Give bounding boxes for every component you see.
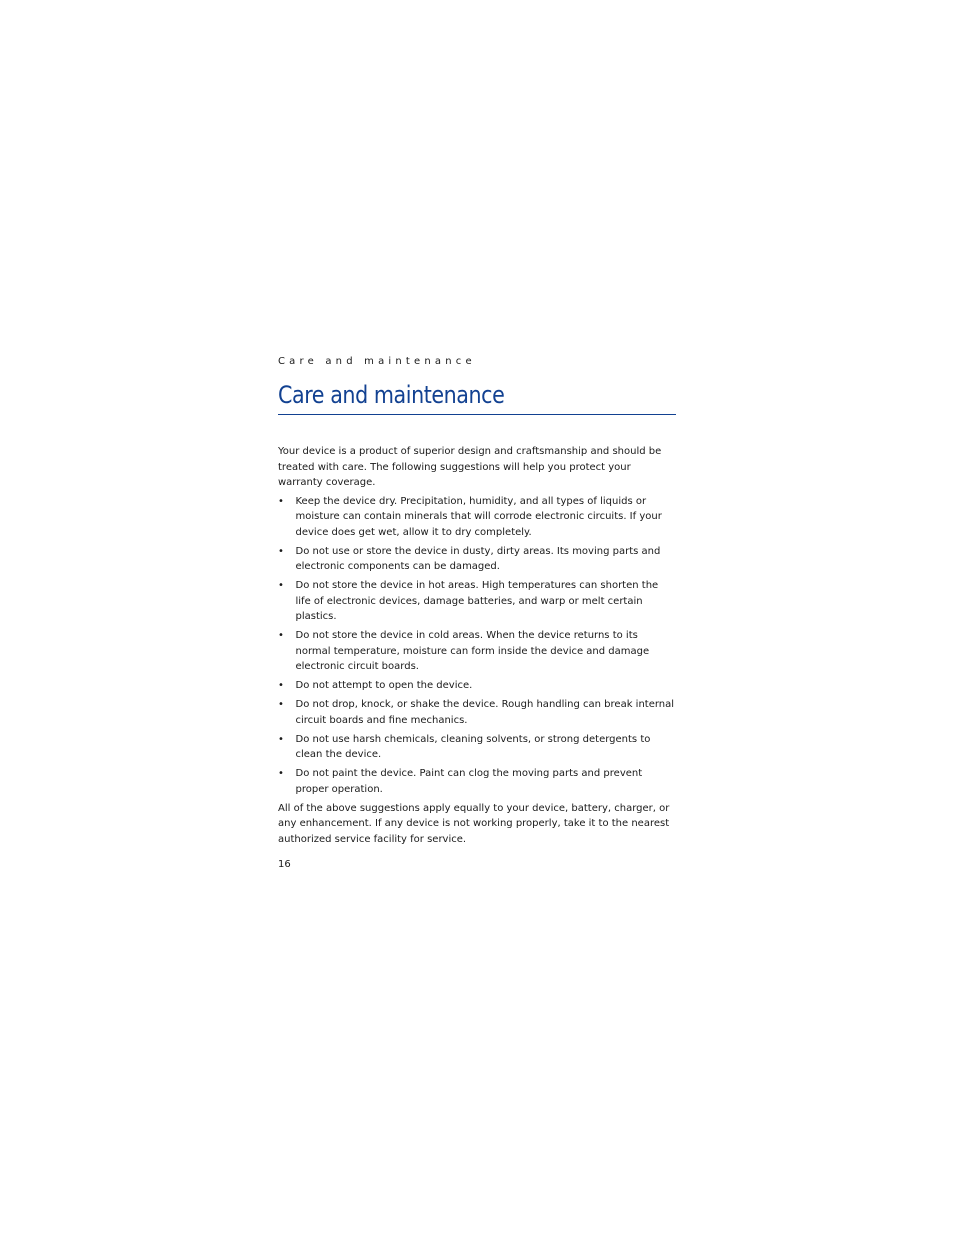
page-title: Care and maintenance <box>278 381 505 409</box>
list-item-text: Do not use harsh chemicals, cleaning solvents, or strong detergents to clean the device. <box>295 733 651 760</box>
list-item <box>278 732 676 763</box>
list-item <box>278 697 676 728</box>
bullet-icon: • <box>278 580 284 591</box>
intro-paragraph: Your device is a product of superior design and craftsmanship and should be treated with care. The following suggestions will help you protect your warranty coverage. <box>278 446 662 488</box>
bullet-icon: • <box>278 768 284 779</box>
list-item <box>278 494 676 541</box>
document-page <box>278 355 676 847</box>
list-item-text: Keep the device dry. Precipitation, humidity, and all types of liquids or moisture can contain minerals that will corrode electronic circuits. If your device does get wet, allow it to dry completely. <box>295 495 662 538</box>
list-item <box>278 766 676 797</box>
list-item-text: Do not use or store the device in dusty, dirty areas. Its moving parts and electronic components can be damaged. <box>295 545 661 572</box>
bullet-icon: • <box>278 733 284 745</box>
bullet-icon: • <box>278 699 284 710</box>
list-item-text: Do not store the device in cold areas. When the device returns to its normal temperature, moisture can form inside the device and damage electronic circuit boards. <box>295 630 650 672</box>
list-item <box>278 628 676 675</box>
list-item-text: Do not attempt to open the device. <box>295 680 473 691</box>
list-item <box>278 678 676 694</box>
list-item-text: Do not drop, knock, or shake the device. Rough handling can break internal circuit boards and fine mechanics. <box>295 699 675 726</box>
bullet-icon: • <box>278 630 284 641</box>
running-header: Care and maintenance <box>278 356 476 367</box>
page-number: 16 <box>278 859 291 870</box>
list-item-text: Do not store the device in hot areas. High temperatures can shorten the life of electronic devices, damage batteries, and warp or melt certain plastics. <box>295 580 659 622</box>
bullet-icon: • <box>278 545 284 557</box>
list-item <box>278 544 676 575</box>
care-bullet-list <box>278 494 676 798</box>
bullet-icon: • <box>278 495 284 507</box>
list-item-text: Do not paint the device. Paint can clog the moving parts and prevent proper operation. <box>295 768 643 795</box>
closing-paragraph: All of the above suggestions apply equally to your device, battery, charger, or any enhancement. If any device is not working properly, take it to the nearest authorized service facility for service. <box>278 802 670 845</box>
list-item <box>278 578 676 625</box>
title-rule <box>278 414 676 415</box>
bullet-icon: • <box>278 680 284 691</box>
